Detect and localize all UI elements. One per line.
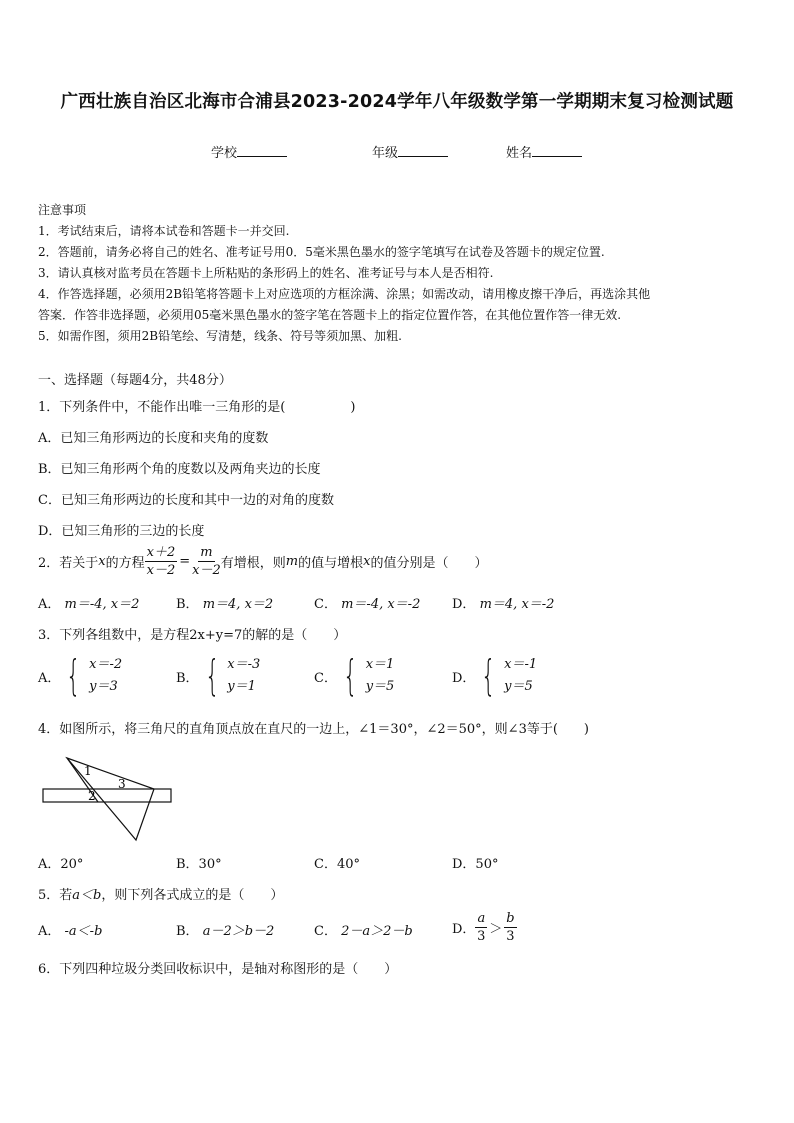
brace-icon: {: [66, 651, 82, 700]
q4-stem: 4．如图所示，将三角尺的直角顶点放在直尺的一边上，∠1＝30°，∠2＝50°，则∠3等于( ): [38, 722, 589, 737]
notice-item: 5．如需作图，须用2B铅笔绘、写清楚，线条、符号等须加黑、加粗.: [38, 329, 402, 343]
q2-frac2-den: x－2: [192, 563, 221, 578]
notice-heading: 注意事项: [38, 203, 87, 217]
option-value: m＝-4, x＝-2: [341, 597, 421, 612]
option-label: C．: [314, 924, 337, 939]
q5-stem: [38, 884, 283, 903]
q2-var-x: x: [98, 554, 106, 569]
q2-text: 2．若关于: [38, 556, 99, 571]
q2-frac1-num: x＋2: [146, 545, 176, 560]
q5-text: 5．若: [38, 888, 73, 903]
q5-condition: a＜b: [72, 888, 102, 903]
q2-equals: =: [179, 554, 191, 569]
option-value: 2－a＞2－b: [341, 924, 413, 939]
school-field: [211, 142, 287, 161]
option-label: A．: [38, 670, 61, 686]
q1-option-a: A．已知三角形两边的长度和夹角的度数: [38, 431, 269, 446]
q2-fraction-right: [192, 544, 221, 579]
system-row: y＝3: [89, 679, 118, 694]
option-label: C．: [314, 597, 337, 612]
option-value: a－2＞b－2: [202, 924, 275, 939]
equation-system: [337, 651, 395, 700]
system-row: y＝5: [504, 679, 533, 694]
notice-item: 4．作答选择题，必须用2B铅笔将答题卡上对应选项的方框涂满、涂黑；如需改动，请用橡皮擦干净后，再选涂其他: [38, 287, 651, 301]
option-label: B．: [176, 597, 199, 612]
grade-label: 年级: [372, 146, 399, 161]
q1-stem: 1．下列条件中，不能作出唯一三角形的是( ): [38, 400, 356, 415]
system-row: x＝-2: [89, 657, 123, 672]
option-value: m＝-4, x＝2: [64, 597, 140, 612]
school-label: 学校: [211, 146, 238, 161]
option-label: D．: [452, 597, 476, 612]
section-heading: 一、选择题（每题4分，共48分）: [38, 373, 232, 388]
grade-blank: [398, 144, 448, 157]
q2-frac2-num: m: [200, 545, 213, 560]
q4-option-b: B．30°: [176, 857, 222, 872]
q3-option-d: [452, 651, 538, 700]
option-label: A．: [38, 597, 61, 612]
q1-option-b: B．已知三角形两个角的度数以及两角夹边的长度: [38, 462, 321, 477]
option-label: B．: [176, 924, 199, 939]
fraction-num: b: [506, 911, 515, 926]
name-field: [506, 142, 582, 161]
option-value: m＝4, x＝-2: [479, 597, 555, 612]
q3-option-b: [176, 651, 261, 700]
option-value: m＝4, x＝2: [202, 597, 274, 612]
q5-option-c: [314, 920, 413, 939]
option-label: D．: [452, 670, 476, 686]
q2-option-c: [314, 593, 420, 612]
q1-option-d: D．已知三角形的三边的长度: [38, 524, 205, 539]
q4-ruler-triangle-figure: [40, 754, 175, 844]
name-label: 姓名: [506, 146, 533, 161]
q3-option-c: [314, 651, 395, 700]
system-row: x＝-3: [227, 657, 261, 672]
option-label: A．: [38, 924, 61, 939]
notice-item: 答案．作答非选择题，必须用05毫米黑色墨水的签字笔在答题卡上的指定位置作答，在其他位置作答一律无效.: [38, 308, 622, 322]
system-row: y＝5: [365, 679, 395, 694]
q2-option-b: [176, 593, 273, 612]
fraction-den: 3: [506, 929, 515, 944]
q2-option-a: [38, 593, 139, 612]
option-label: B．: [176, 670, 199, 686]
q5-option-b: [176, 920, 274, 939]
q2-text: 有增根，则: [220, 556, 286, 571]
system-row: y＝1: [227, 679, 256, 694]
option-label: C．: [314, 670, 337, 686]
q4-option-d: D．50°: [452, 857, 499, 872]
q3-option-a: [38, 651, 123, 700]
angle-1-label: 1: [84, 764, 92, 778]
q4-option-c: C．40°: [314, 857, 360, 872]
q2-frac1-den: x－2: [146, 563, 176, 578]
grade-field: [372, 142, 448, 161]
angle-3-label: 3: [118, 777, 126, 791]
equation-system: [475, 651, 538, 700]
option-label: D．: [452, 922, 476, 937]
system-row: x＝-1: [504, 657, 538, 672]
q2-var-m: m: [285, 554, 299, 569]
q5-text: ，则下列各式成立的是（ ）: [101, 888, 284, 903]
q2-option-d: [452, 593, 554, 612]
set-square: [67, 758, 154, 840]
q2-text: 的方程: [105, 556, 145, 571]
notice-block: [38, 200, 650, 347]
q6-stem: 6．下列四种垃圾分类回收标识中，是轴对称图形的是（ ）: [38, 962, 398, 977]
school-blank: [237, 144, 287, 157]
greater-than: ＞: [489, 922, 503, 937]
q2-text: 的值与增根: [298, 556, 364, 571]
notice-item: 1．考试结束后，请将本试卷和答题卡一并交回.: [38, 224, 290, 238]
notice-item: 3．请认真核对监考员在答题卡上所粘贴的条形码上的姓名、准考证号与本人是否相符.: [38, 266, 494, 280]
brace-icon: {: [481, 651, 497, 700]
equation-system: [199, 651, 261, 700]
fraction: [504, 910, 516, 945]
q2-text: 的值分别是（ ）: [370, 556, 488, 571]
brace-icon: {: [204, 651, 220, 700]
fraction: [475, 910, 487, 945]
q5-option-a: [38, 920, 102, 939]
q2-var-x: x: [363, 554, 371, 569]
angle-2-label: 2: [88, 789, 96, 803]
option-value: -a＜-b: [64, 924, 103, 939]
q5-option-d: [452, 910, 517, 945]
fraction-num: a: [477, 911, 486, 926]
equation-system: [60, 651, 123, 700]
name-blank: [532, 144, 582, 157]
q2-fraction-left: [145, 544, 178, 579]
q2-stem: [38, 544, 487, 579]
q1-option-c: C．已知三角形两边的长度和其中一边的对角的度数: [38, 493, 334, 508]
notice-item: 2．答题前，请务必将自己的姓名、准考证号用0．5毫米黑色墨水的签字笔填写在试卷及答题卡的规定位置.: [38, 245, 605, 259]
page-title: 广西壮族自治区北海市合浦县2023-2024学年八年级数学第一学期期末复习检测试题: [60, 92, 734, 112]
q4-option-a: A．20°: [38, 857, 84, 872]
system-row: x＝1: [365, 657, 395, 672]
brace-icon: {: [342, 651, 358, 700]
fraction-den: 3: [477, 929, 486, 944]
q3-stem: 3．下列各组数中，是方程2x+y=7的解的是（ ）: [38, 628, 347, 643]
